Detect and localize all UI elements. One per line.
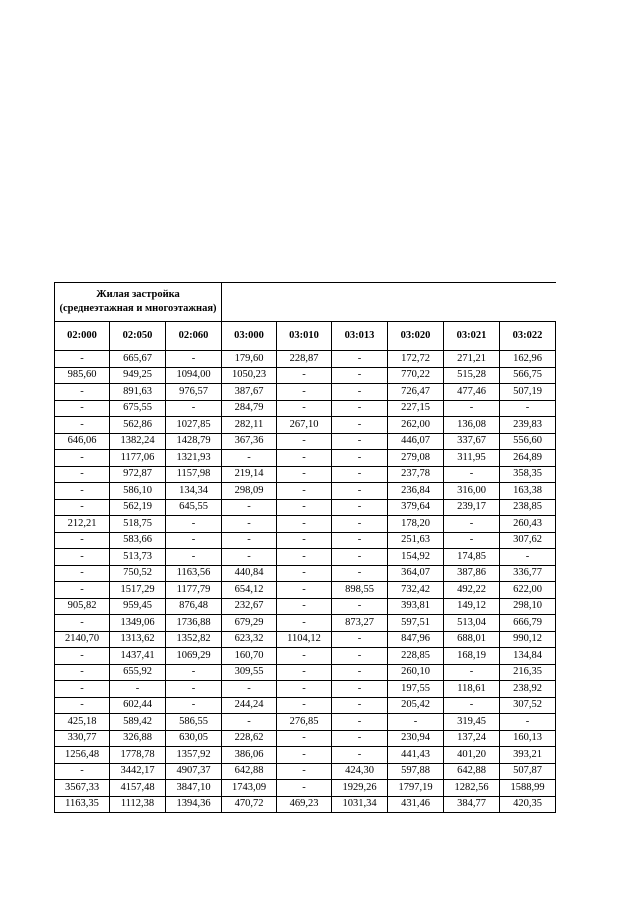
- table-cell: 750,52: [110, 565, 166, 582]
- table-cell: 431,46: [388, 796, 444, 813]
- table-cell: 1797,19: [388, 780, 444, 797]
- table-row: [55, 747, 556, 764]
- table-cell: -: [222, 532, 277, 549]
- table-cell: 379,64: [388, 499, 444, 516]
- table-cell: -: [332, 631, 388, 648]
- table-cell: 271,21: [444, 351, 500, 368]
- table-cell: 507,87: [500, 763, 556, 780]
- table-cell: 136,08: [444, 417, 500, 434]
- table-cell: 1743,09: [222, 780, 277, 797]
- table-cell: 732,42: [388, 582, 444, 599]
- table-cell: 137,24: [444, 730, 500, 747]
- table-cell: 470,72: [222, 796, 277, 813]
- table-cell: 3567,33: [55, 780, 110, 797]
- table-row: [55, 615, 556, 632]
- table-cell: -: [277, 615, 332, 632]
- table-cell: 358,35: [500, 466, 556, 483]
- table-row: [55, 648, 556, 665]
- table-cell: -: [55, 351, 110, 368]
- table-cell: 298,09: [222, 483, 277, 500]
- table-cell: -: [332, 714, 388, 731]
- table-cell: 298,10: [500, 598, 556, 615]
- table-cell: -: [55, 400, 110, 417]
- table-cell: 586,55: [166, 714, 222, 731]
- table-cell: 441,43: [388, 747, 444, 764]
- table-cell: -: [277, 450, 332, 467]
- table-cell: 1352,82: [166, 631, 222, 648]
- table-row: [55, 532, 556, 549]
- table-cell: -: [55, 499, 110, 516]
- table-cell: -: [55, 450, 110, 467]
- table-cell: 1163,56: [166, 565, 222, 582]
- table-cell: -: [166, 532, 222, 549]
- table-cell: 160,70: [222, 648, 277, 665]
- table-cell: -: [332, 499, 388, 516]
- table-cell: -: [332, 400, 388, 417]
- table-cell: 237,78: [388, 466, 444, 483]
- table-cell: 518,75: [110, 516, 166, 533]
- table-cell: -: [166, 351, 222, 368]
- table-cell: -: [55, 763, 110, 780]
- table-cell: 238,92: [500, 681, 556, 698]
- table-cell: 665,67: [110, 351, 166, 368]
- table-cell: -: [332, 483, 388, 500]
- table-row: [55, 664, 556, 681]
- table-cell: 134,34: [166, 483, 222, 500]
- table-cell: -: [166, 681, 222, 698]
- table-cell: -: [277, 648, 332, 665]
- table-cell: -: [332, 351, 388, 368]
- table-cell: -: [332, 747, 388, 764]
- table-cell: 401,20: [444, 747, 500, 764]
- table-cell: 562,19: [110, 499, 166, 516]
- group-header-row: [55, 283, 556, 322]
- table-cell: 586,10: [110, 483, 166, 500]
- table-cell: 513,73: [110, 549, 166, 566]
- table-cell: -: [277, 780, 332, 797]
- table-cell: -: [444, 516, 500, 533]
- table-cell: -: [332, 466, 388, 483]
- table-row: [55, 499, 556, 516]
- table-cell: -: [55, 697, 110, 714]
- table-cell: 1929,26: [332, 780, 388, 797]
- table-cell: 174,85: [444, 549, 500, 566]
- table-cell: 642,88: [444, 763, 500, 780]
- table-cell: -: [332, 598, 388, 615]
- table-cell: 566,75: [500, 367, 556, 384]
- table-cell: 230,94: [388, 730, 444, 747]
- table-cell: -: [277, 747, 332, 764]
- table-cell: 1112,38: [110, 796, 166, 813]
- table-cell: 251,63: [388, 532, 444, 549]
- table-cell: 219,14: [222, 466, 277, 483]
- table-row: [55, 516, 556, 533]
- table-cell: 337,67: [444, 433, 500, 450]
- table-cell: -: [166, 400, 222, 417]
- table-row: [55, 417, 556, 434]
- table-cell: 284,79: [222, 400, 277, 417]
- table-row: [55, 681, 556, 698]
- table-cell: 393,81: [388, 598, 444, 615]
- table-cell: -: [332, 384, 388, 401]
- table-cell: 513,04: [444, 615, 500, 632]
- table-cell: -: [277, 499, 332, 516]
- table-cell: 1588,99: [500, 780, 556, 797]
- table-cell: 1357,92: [166, 747, 222, 764]
- table-cell: 1031,34: [332, 796, 388, 813]
- table-cell: 168,19: [444, 648, 500, 665]
- table-cell: 770,22: [388, 367, 444, 384]
- table-cell: -: [332, 681, 388, 698]
- table-cell: -: [500, 714, 556, 731]
- table-row: [55, 351, 556, 368]
- table-cell: 1736,88: [166, 615, 222, 632]
- table-cell: 311,95: [444, 450, 500, 467]
- table-cell: -: [388, 714, 444, 731]
- table-cell: -: [277, 516, 332, 533]
- table-cell: -: [55, 681, 110, 698]
- table-cell: 562,86: [110, 417, 166, 434]
- table-cell: 666,79: [500, 615, 556, 632]
- table-cell: -: [332, 697, 388, 714]
- table-cell: 264,89: [500, 450, 556, 467]
- table-cell: 440,84: [222, 565, 277, 582]
- table-cell: 386,06: [222, 747, 277, 764]
- table-cell: 197,55: [388, 681, 444, 698]
- table-cell: 1313,62: [110, 631, 166, 648]
- table-cell: 216,35: [500, 664, 556, 681]
- table-cell: 1517,29: [110, 582, 166, 599]
- group-header-residential: [55, 283, 222, 322]
- table-cell: 244,24: [222, 697, 277, 714]
- table-cell: 319,45: [444, 714, 500, 731]
- table-row: [55, 400, 556, 417]
- table-cell: 212,21: [55, 516, 110, 533]
- table-cell: 1104,12: [277, 631, 332, 648]
- table-cell: 1428,79: [166, 433, 222, 450]
- table-cell: 583,66: [110, 532, 166, 549]
- table-cell: -: [222, 516, 277, 533]
- table-cell: 630,05: [166, 730, 222, 747]
- table-cell: 976,57: [166, 384, 222, 401]
- column-header: 03:022: [500, 322, 556, 351]
- table-row: [55, 367, 556, 384]
- table-cell: 1282,56: [444, 780, 500, 797]
- table-cell: 228,62: [222, 730, 277, 747]
- table-cell: 675,55: [110, 400, 166, 417]
- table-row: [55, 565, 556, 582]
- table-row: [55, 598, 556, 615]
- table-cell: -: [277, 466, 332, 483]
- table-cell: -: [444, 466, 500, 483]
- table-cell: 1163,35: [55, 796, 110, 813]
- table-cell: 154,92: [388, 549, 444, 566]
- table-cell: -: [55, 664, 110, 681]
- table-cell: 477,46: [444, 384, 500, 401]
- table-cell: 326,88: [110, 730, 166, 747]
- table-row: [55, 631, 556, 648]
- table-cell: -: [222, 499, 277, 516]
- table-cell: 990,12: [500, 631, 556, 648]
- table-cell: 336,77: [500, 565, 556, 582]
- table-cell: -: [444, 532, 500, 549]
- table-cell: 239,83: [500, 417, 556, 434]
- table-cell: 726,47: [388, 384, 444, 401]
- table-cell: 425,18: [55, 714, 110, 731]
- table-row: [55, 582, 556, 599]
- table-cell: -: [277, 532, 332, 549]
- table-cell: 602,44: [110, 697, 166, 714]
- table-cell: 307,62: [500, 532, 556, 549]
- table-cell: 646,06: [55, 433, 110, 450]
- table-cell: -: [222, 549, 277, 566]
- table-cell: 179,60: [222, 351, 277, 368]
- group-header-empty: [222, 283, 556, 322]
- table-cell: 891,63: [110, 384, 166, 401]
- table-cell: 446,07: [388, 433, 444, 450]
- table-cell: 228,87: [277, 351, 332, 368]
- table-cell: 688,01: [444, 631, 500, 648]
- table-cell: -: [277, 367, 332, 384]
- table-cell: 384,77: [444, 796, 500, 813]
- table-cell: 1157,98: [166, 466, 222, 483]
- table-cell: -: [277, 433, 332, 450]
- table-cell: 1069,29: [166, 648, 222, 665]
- column-header: 02:050: [110, 322, 166, 351]
- table-cell: 262,00: [388, 417, 444, 434]
- table-cell: -: [332, 417, 388, 434]
- table-cell: -: [55, 565, 110, 582]
- table-cell: -: [500, 400, 556, 417]
- table-cell: 387,67: [222, 384, 277, 401]
- table-cell: 260,43: [500, 516, 556, 533]
- table-cell: 1094,00: [166, 367, 222, 384]
- column-header: 03:010: [277, 322, 332, 351]
- table-cell: -: [222, 681, 277, 698]
- table-cell: -: [222, 714, 277, 731]
- table-cell: -: [55, 384, 110, 401]
- table-cell: 420,35: [500, 796, 556, 813]
- table-cell: 1027,85: [166, 417, 222, 434]
- table-cell: 873,27: [332, 615, 388, 632]
- table-cell: 424,30: [332, 763, 388, 780]
- table-cell: 1050,23: [222, 367, 277, 384]
- table-cell: 367,36: [222, 433, 277, 450]
- table-cell: 949,25: [110, 367, 166, 384]
- table-row: [55, 384, 556, 401]
- table-row: [55, 730, 556, 747]
- column-header: 02:000: [55, 322, 110, 351]
- table-cell: 507,19: [500, 384, 556, 401]
- table-cell: 1349,06: [110, 615, 166, 632]
- table-cell: -: [277, 400, 332, 417]
- table-cell: 905,82: [55, 598, 110, 615]
- table-cell: -: [166, 549, 222, 566]
- table-cell: 642,88: [222, 763, 277, 780]
- table-cell: -: [222, 450, 277, 467]
- table-cell: -: [277, 565, 332, 582]
- table-cell: 239,17: [444, 499, 500, 516]
- table-cell: -: [55, 549, 110, 566]
- table-cell: 1177,06: [110, 450, 166, 467]
- table-cell: -: [55, 615, 110, 632]
- table-cell: 3442,17: [110, 763, 166, 780]
- table-cell: 260,10: [388, 664, 444, 681]
- column-header: 03:000: [222, 322, 277, 351]
- column-header: 03:013: [332, 322, 388, 351]
- table-cell: -: [55, 582, 110, 599]
- table-cell: 876,48: [166, 598, 222, 615]
- table-cell: -: [277, 598, 332, 615]
- table-cell: -: [500, 549, 556, 566]
- table-cell: 645,55: [166, 499, 222, 516]
- table-cell: 172,72: [388, 351, 444, 368]
- table-row: [55, 780, 556, 797]
- table-cell: -: [444, 400, 500, 417]
- table-cell: -: [332, 549, 388, 566]
- table-cell: 622,00: [500, 582, 556, 599]
- data-table: [54, 282, 556, 813]
- group-header-line1: Жилая застройка: [96, 289, 180, 300]
- table-cell: -: [55, 648, 110, 665]
- table-cell: 4907,37: [166, 763, 222, 780]
- table-cell: -: [332, 532, 388, 549]
- table-cell: 316,00: [444, 483, 500, 500]
- table-cell: 134,84: [500, 648, 556, 665]
- table-cell: 4157,48: [110, 780, 166, 797]
- table-cell: 205,42: [388, 697, 444, 714]
- table-cell: -: [332, 433, 388, 450]
- table-cell: -: [55, 532, 110, 549]
- table-cell: 1382,24: [110, 433, 166, 450]
- table-cell: 279,08: [388, 450, 444, 467]
- table-cell: 679,29: [222, 615, 277, 632]
- table-cell: 232,67: [222, 598, 277, 615]
- table-row: [55, 466, 556, 483]
- table-cell: 149,12: [444, 598, 500, 615]
- table-cell: -: [277, 384, 332, 401]
- table-cell: -: [332, 730, 388, 747]
- table-cell: -: [55, 417, 110, 434]
- table-cell: 309,55: [222, 664, 277, 681]
- table-cell: 276,85: [277, 714, 332, 731]
- table-cell: 1778,78: [110, 747, 166, 764]
- table-row: [55, 714, 556, 731]
- table-row: [55, 697, 556, 714]
- table-cell: -: [277, 483, 332, 500]
- table-cell: 959,45: [110, 598, 166, 615]
- column-header: 02:060: [166, 322, 222, 351]
- table-cell: 1394,36: [166, 796, 222, 813]
- table-cell: 330,77: [55, 730, 110, 747]
- table-cell: 898,55: [332, 582, 388, 599]
- table-cell: 227,15: [388, 400, 444, 417]
- table-cell: 162,96: [500, 351, 556, 368]
- table-cell: -: [277, 697, 332, 714]
- table-cell: -: [277, 664, 332, 681]
- table-cell: -: [277, 582, 332, 599]
- table-cell: 654,12: [222, 582, 277, 599]
- table-cell: 972,87: [110, 466, 166, 483]
- table-cell: 393,21: [500, 747, 556, 764]
- table-cell: 118,61: [444, 681, 500, 698]
- table-cell: 267,10: [277, 417, 332, 434]
- table-row: [55, 549, 556, 566]
- table-cell: 163,38: [500, 483, 556, 500]
- table-cell: 623,32: [222, 631, 277, 648]
- table-cell: -: [277, 681, 332, 698]
- table-cell: 178,20: [388, 516, 444, 533]
- table-row: [55, 433, 556, 450]
- table-cell: 847,96: [388, 631, 444, 648]
- table-cell: -: [444, 697, 500, 714]
- table-cell: -: [277, 549, 332, 566]
- table-cell: -: [110, 681, 166, 698]
- table-cell: -: [332, 450, 388, 467]
- table-cell: -: [332, 565, 388, 582]
- table-cell: 3847,10: [166, 780, 222, 797]
- table-cell: -: [332, 516, 388, 533]
- table-cell: -: [444, 664, 500, 681]
- table-body: [55, 351, 556, 813]
- table-cell: 985,60: [55, 367, 110, 384]
- table-cell: 597,88: [388, 763, 444, 780]
- table-cell: 387,86: [444, 565, 500, 582]
- table-cell: 597,51: [388, 615, 444, 632]
- table-row: [55, 450, 556, 467]
- group-header-line2: (среднеэтажная и многоэтажная): [59, 303, 217, 314]
- table-cell: 556,60: [500, 433, 556, 450]
- column-header: 03:021: [444, 322, 500, 351]
- table-cell: 2140,70: [55, 631, 110, 648]
- table-cell: 307,52: [500, 697, 556, 714]
- table-cell: -: [277, 763, 332, 780]
- table-cell: 160,13: [500, 730, 556, 747]
- table-cell: -: [166, 516, 222, 533]
- table-cell: -: [166, 697, 222, 714]
- table-cell: 515,28: [444, 367, 500, 384]
- table-cell: 655,92: [110, 664, 166, 681]
- table-cell: -: [332, 648, 388, 665]
- table-cell: 282,11: [222, 417, 277, 434]
- table-cell: 1437,41: [110, 648, 166, 665]
- table-cell: 492,22: [444, 582, 500, 599]
- table-row: [55, 483, 556, 500]
- table-cell: 589,42: [110, 714, 166, 731]
- table-cell: 236,84: [388, 483, 444, 500]
- table-cell: -: [332, 367, 388, 384]
- table-cell: -: [277, 730, 332, 747]
- table-cell: 1321,93: [166, 450, 222, 467]
- table-cell: 238,85: [500, 499, 556, 516]
- table-row: [55, 763, 556, 780]
- column-header-row: [55, 322, 556, 351]
- table-cell: -: [55, 483, 110, 500]
- table-cell: -: [55, 466, 110, 483]
- table-cell: 1177,79: [166, 582, 222, 599]
- table-cell: 228,85: [388, 648, 444, 665]
- table-cell: 364,07: [388, 565, 444, 582]
- table-cell: 469,23: [277, 796, 332, 813]
- column-header: 03:020: [388, 322, 444, 351]
- table-row: [55, 796, 556, 813]
- table-cell: -: [166, 664, 222, 681]
- table-cell: -: [332, 664, 388, 681]
- table-cell: 1256,48: [55, 747, 110, 764]
